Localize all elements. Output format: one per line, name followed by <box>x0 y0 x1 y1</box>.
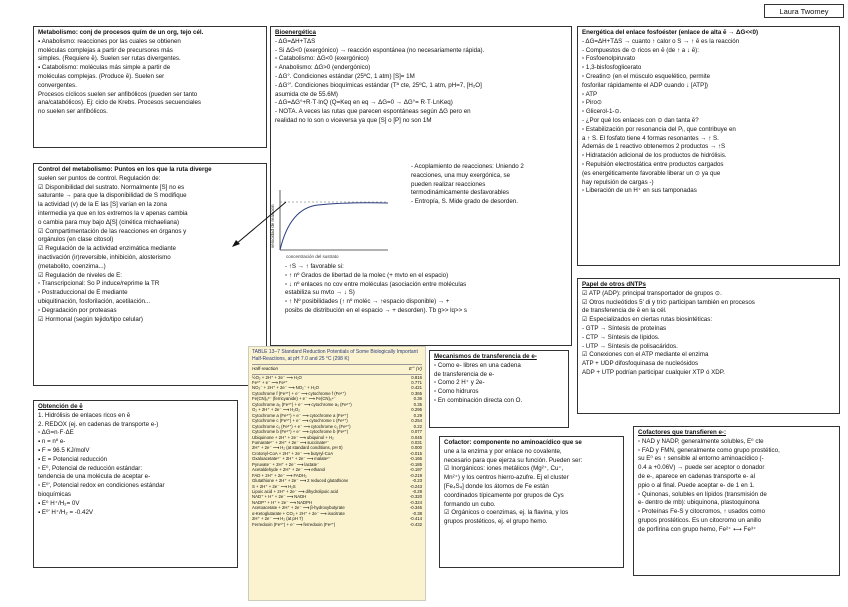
table-cell-reaction: NAD⁺ + H⁺ + 2e⁻ ⟶ NADH <box>252 494 307 500</box>
entropia-line: ▫ ↑ Nº posibilidades (↑ nº moléc → ↑espacio disponible) → + <box>285 298 450 306</box>
table-cell-potential: 0.35 <box>413 401 422 407</box>
side-line: termodinámicamente desfavorables <box>411 189 510 197</box>
reduction-potentials-table <box>248 346 426 601</box>
table-cell-reaction: Cytochrome b (Fe³⁺) + e⁻ ⟶ cytochrome b (Fe²⁺) <box>252 429 349 435</box>
table-cell-potential: -0.219 <box>409 472 422 478</box>
control-line: ☑ Hormonal (según tejido/tipo celular) <box>38 315 143 323</box>
papel-line: ADP + UTP podrían participar cualquier XTP ó XDP. <box>582 368 725 376</box>
control-line: ☑ Regulación de la actividad enzimática mediante <box>38 245 176 253</box>
metabolismo-line: convergentes. <box>38 81 77 89</box>
papel-line: - GTP → Síntesis de proteínas <box>582 324 667 332</box>
control-line: suelen ser puntos de control. Regulación de: <box>38 174 161 182</box>
cofactores-line: ▫ Proteínas Fe-S y citocromos, ↑ usados como <box>638 508 766 516</box>
bioenergetica-line: - ΔG=ΔH+TΔS <box>275 37 316 45</box>
energetica-line: ▫ Piro⊙ <box>582 99 603 107</box>
cofactores-box <box>633 426 840 576</box>
table-cell-potential: -0.166 <box>409 456 422 462</box>
table-cell-potential: 0.816 <box>411 374 422 380</box>
table-cell-reaction: α-Ketoglutarate + CO₂ + 2H⁺ + 2e⁻ ⟶ isocitrate <box>252 510 345 516</box>
table-cell-reaction: Pyruvate⁻ + 2H⁺ + 2e⁻ ⟶ lactate⁻ <box>252 461 320 467</box>
energetica-line: ▫ Creatin⊙ (en el músculo esquelético, permite <box>582 72 711 80</box>
energetica-line: - Compuestos de ⊙ ricos en ē (de ↑ a ↓ ē): <box>582 46 699 54</box>
bioenergetica-line: - ΔG°. Condiciones estándar (25ºC, 1 atm) [S]= 1M <box>275 72 415 80</box>
bioenergetica-line: - Si ΔG<0 (exergónico) → reacción espontánea (no necesariamente rápida). <box>275 46 485 54</box>
table-cell-reaction: Fumarate²⁻ + 2H⁺ + 2e⁻ ⟶ succinate²⁻ <box>252 439 330 445</box>
cofactor-line: [Fe₄S₄] donde los átomos de Fe están <box>444 482 549 490</box>
cofactores-line: grupos prostéticos. Es un citocromo un anillo <box>638 516 762 524</box>
energetica-line: fosforilar rápidamente el ADP cuando ↓ [ATP]) <box>582 81 708 89</box>
energetica-line: ▫ Estabilización por resonancia del Pᵢ, que contribuye en <box>582 125 736 133</box>
cofactor-line: coordinados típicamente por grupos de Cys <box>444 491 564 499</box>
obtencion-line: bioquímicas <box>38 490 72 498</box>
mecanismos-line: ▫ Como hidruros <box>434 388 479 396</box>
acoplamiento-notes <box>411 163 571 207</box>
table-cell-potential: -0.320 <box>409 494 422 500</box>
table-cell-reaction: FAD + 2H⁺ + 2e⁻ ⟶ FADH₂ <box>252 472 307 478</box>
metabolismo-line: Procesos cíclicos suelen ser anfibólicos (pueden ser tanto <box>38 90 198 98</box>
bioenergetica-line: - ΔG°'. Condiciones bioquímicas estándar (Tª cte, 25ºC, 1 atm, pH=7, [H₂O] <box>275 81 482 89</box>
cofactor-line: ☑ Inorgánicos: iones metálicos (Mg²⁺, Cu⁺, <box>444 465 564 473</box>
obtencion-line: ▪ n = nº e- <box>38 438 66 446</box>
obtencion-line: 1. Hidrólisis de enlaces ricos en ē <box>38 411 131 419</box>
cofactores-line: e- dentro de mb): ubiquinona, plastoquinona <box>638 499 760 507</box>
energetica-line: ▫ Hidratación adicional de los productos de hidrólisis. <box>582 152 727 160</box>
entropia-line: estabiliza su mvto → ↓ S) <box>285 289 355 297</box>
obtencion-line: tendencia de una molécula de aceptar e- <box>38 473 151 481</box>
energetica-line: Además de 1 reactivo obtenemos 2 productos → ↑S <box>582 143 726 151</box>
control-line: orgánulos (en clase citosol) <box>38 236 114 244</box>
metabolismo-line: ana/catabólicos). Ej: ciclo de Krebs. Procesos secuenciales <box>38 99 202 107</box>
metabolismo-line: no suelen ser anfibólicos. <box>38 108 108 116</box>
table-cell-reaction: Cytochrome a₃ (Fe³⁺) + e⁻ ⟶ cytochrome a₃ (Fe²⁺) <box>252 401 352 407</box>
papel-line: ☑ ATP (ADP): principal transportador de grupos ⊙. <box>582 289 722 297</box>
control-line: ▫ Postraduccional de E mediante <box>38 289 128 297</box>
table-cell-reaction: Ferredoxin (Fe³⁺) + e⁻ ⟶ ferredoxin (Fe²⁺) <box>252 521 336 527</box>
table-caption: TABLE 13–7 Standard Reduction Potentials of Some Biologically Important Half-Reactions, at pH 7.0 and 25 °C (298 K) <box>252 349 418 362</box>
control-line: ☑ Compartimentación de las reacciones en órganos y <box>38 227 187 235</box>
energetica-line: a ↑ S. El fosfato tiene 4 formas resonantes → ↑ S. <box>582 134 719 142</box>
bioenergetica-line: ▫ Catabolismo: ΔG<0 (exergónico) <box>275 55 369 63</box>
energetica-line: - ¿Por qué los enlaces con ⊙ dan tanta ē? <box>582 116 699 124</box>
mecanismos-line: ▫ Como 2 H⁺ y 2e- <box>434 379 485 387</box>
control-line: ▫ Degradación por proteasas <box>38 306 117 314</box>
table-cell-potential: -0.23 <box>412 478 422 484</box>
table-cell-reaction: NADP⁺ + H⁺ + 2e⁻ ⟶ NADPH <box>252 499 313 505</box>
table-cell-potential: -0.29 <box>412 489 422 495</box>
papel-line: - UTP → Síntesis de polisacáridos. <box>582 342 678 350</box>
bioenergetica-box <box>270 26 572 346</box>
table-cell-reaction: S + 2H⁺ + 2e⁻ ⟶ H₂S <box>252 483 296 489</box>
obtencion-line: ▪ E⁰ H⁺/H₂= 0V <box>38 499 80 507</box>
table-cell-potential: 0.365 <box>411 390 422 396</box>
table-body <box>249 375 425 528</box>
energetica-line: ▫ 1,3-bisfosfoglicerato <box>582 64 642 72</box>
mecanismos-line: ▫ En combinación directa con O. <box>434 396 523 404</box>
control-line: (metabolito, coenzima...) <box>38 262 106 270</box>
control-line: inactivación (ir)reversible, inhibición, alosterismo <box>38 253 171 261</box>
author-name: Laura Twomey <box>764 4 844 18</box>
control-box <box>33 163 267 386</box>
energetica-line: ▫ Liberación de un H⁺ en sus tamponadas <box>582 187 697 195</box>
table-cell-potential: 0.254 <box>411 418 422 424</box>
bioenergetica-line: - ΔG=ΔG°+R·T·lnQ (Q=Keq en eq → ΔG=0 → ΔG°= R·T·LnKeq) <box>275 99 453 107</box>
table-cell-potential: -0.346 <box>409 505 422 511</box>
cofactores-line: ▫ FAD y FMN, generalmente como grupo prostético, <box>638 446 780 454</box>
energetica-line: ▫ Fosfoenolpiruvato <box>582 55 636 63</box>
cofactor-line: grupos prostéticos, ej. el grupo hemo. <box>444 518 548 526</box>
cofactores-line: de porfirina con grupo hemo, Fe²⁺ ⟷ Fe³⁺ <box>638 525 757 533</box>
control-line: ☑ Disponibilidad del sustrato. Normalmente [S] no es <box>38 183 185 191</box>
obtencion-line: 2. REDOX (ej. en cadenas de transporte e-) <box>38 420 159 428</box>
metabolismo-line: ▪ Anabolismo: reacciones por las cuales se obtienen <box>38 37 181 45</box>
entropia-line: posibs de distribución en el espacio → + desorden). Tb g>> lq>> s <box>285 306 468 314</box>
cofactor-line: ☑ Orgánicos o coenzimas, ej. la flavina, y los <box>444 509 569 517</box>
table-cell-reaction: Cytochrome f (Fe³⁺) + e⁻ ⟶ cytochrome f (Fe²⁺) <box>252 390 346 396</box>
table-header-reaction: Half-reaction <box>252 366 279 371</box>
control-line: ubiquitinación, fosforilación, acetilación... <box>38 297 151 305</box>
entropia-line: - ↑S → ↑ favorable si: <box>285 263 344 270</box>
papel-line: ☑ Especializados en ciertas rutas biosintéticas: <box>582 316 713 324</box>
table-cell-potential: 0.295 <box>411 407 422 413</box>
x-axis-label: concentración del sustrato <box>286 254 339 259</box>
bioenergetica-line: asumida cte de 55.6M) <box>275 90 338 98</box>
table-cell-potential: 0.421 <box>411 385 422 391</box>
cofactores-line: ppio o al final. Puede aceptar e- de 1 en 1. <box>638 481 755 489</box>
table-row <box>252 522 422 527</box>
table-cell-reaction: Cytochrome a (Fe³⁺) + e⁻ ⟶ cytochrome a (Fe²⁺) <box>252 412 349 418</box>
cofactores-line: 0.4 a +0.06V) → puede ser aceptor o donador <box>638 464 765 472</box>
metabolismo-line: ▪ Catabolismo: moléculas más simple a partir de <box>38 64 171 72</box>
papel-dntps-box <box>577 278 840 414</box>
table-cell-potential: -0.015 <box>409 450 422 456</box>
obtencion-line: ▫ ΔG=n·F·ΔE <box>38 429 74 437</box>
obtencion-title: Obtención de ē <box>38 403 83 410</box>
table-cell-reaction: ½O₂ + 2H⁺ + 2e⁻ ⟶ H₂O <box>252 374 302 380</box>
cofactores-line: su E⁰ es ↑ sensible al entorno aminoacídico (- <box>638 455 764 463</box>
bioenergetica-line: realidad no lo son o viceversa ya que [S] o [P] no son 1M <box>275 116 432 124</box>
table-cell-potential: 0.000 <box>411 445 422 451</box>
table-cell-potential: -0.38 <box>412 510 422 516</box>
entropia-notes <box>285 263 569 316</box>
cofactores-line: de e-, aparece en cadenas transporte e- al <box>638 472 755 480</box>
metabolismo-line: moléculas complejas. (Produce ē). Suelen ser <box>38 72 165 80</box>
papel-title: Papel de otros dNTPs <box>582 281 646 288</box>
table-cell-potential: 0.29 <box>413 412 422 418</box>
cofactor-box <box>439 436 624 568</box>
table-cell-potential: 0.22 <box>413 423 422 429</box>
control-line: o cambia para muy bajo Δ[S] (cinética michaeliana) <box>38 218 180 226</box>
y-axis-label: velocidad de reacción <box>270 204 275 248</box>
table-cell-reaction: Crotonyl-CoA + 2H⁺ + 2e⁻ ⟶ butyryl-CoA <box>252 450 334 456</box>
cofactor-line: necesario para que ejerza su función. Pueden ser: <box>444 456 583 464</box>
metabolismo-line: simples. (Requiere ē). Suelen ser rutas divergentes. <box>38 55 181 63</box>
obtencion-line: ▪ E⁰' H⁺/H₂ = -0.42V <box>38 508 94 516</box>
table-cell-potential: -0.185 <box>409 461 422 467</box>
energetica-line: (es energéticamente favorable liberar un ⊙ ya que <box>582 169 721 177</box>
table-cell-reaction: 2H⁺ + 2e⁻ ⟶ H₂ (at standard conditions, pH 0) <box>252 445 343 451</box>
mecanismos-line: ▫ Como e- libres en una cadena <box>434 361 521 369</box>
table-cell-potential: -0.432 <box>409 521 422 527</box>
table-cell-reaction: O₂ + 2H⁺ + 2e⁻ ⟶ H₂O₂ <box>252 407 300 413</box>
papel-line: ATP + UDP difosfoquinasa de nucleósidos <box>582 360 699 368</box>
papel-line: de transferencia de ē en la cél. <box>582 307 667 315</box>
control-line: la actividad (v) de la E las [S] varían en la zona <box>38 201 167 209</box>
control-line: intermedia ya que en los extremos la v apenas cambia <box>38 209 188 217</box>
mecanismos-line: de transferencia de e- <box>434 370 495 378</box>
obtencion-line: ▪ F = 96.5 KJ/molV <box>38 446 90 454</box>
bioenergetica-line: - NOTA. A veces las rutas que parecen espontáneas según ΔG pero en <box>275 108 471 116</box>
table-cell-potential: -0.414 <box>409 516 422 522</box>
table-cell-potential: -0.197 <box>409 467 422 473</box>
energetica-title: Energética del enlace fosfoéster (enlace de alta ē → ΔG<<0) <box>582 29 759 36</box>
table-header <box>252 364 422 375</box>
control-line: saturante → para que la disponibilidad de S modifique <box>38 192 187 200</box>
side-line: pueden realizar reacciones <box>411 180 486 188</box>
papel-line: ☑ Otros nucleótidos 5' di y tri⊙ participan también en procesos <box>582 298 755 306</box>
side-line: - Acoplamiento de reacciones: Uniendo 2 <box>411 163 524 170</box>
table-cell-potential: 0.771 <box>411 379 422 385</box>
table-cell-reaction: Acetoacetate + 2H⁺ + 2e⁻ ⟶ β-hydroxybutyrate <box>252 505 345 511</box>
control-title: Control del metabolismo: Puntos en los que la ruta diverge <box>38 166 212 173</box>
control-line: ☑ Regulación de niveles de E: <box>38 271 122 279</box>
cofactores-line: ▫ Quinonas, solubles en lípidos (transmisión de <box>638 490 767 498</box>
energetica-line: hay repulsión de cargas -) <box>582 178 654 186</box>
cofactor-line: Mn²⁺) y los centros hierro-azufre. Ej el cluster <box>444 474 569 482</box>
table-cell-potential: -0.324 <box>409 499 422 505</box>
michaelis-curve-figure <box>268 188 406 260</box>
mecanismos-title: Mecanismos de transferencia de e- <box>434 353 537 360</box>
table-cell-potential: -0.243 <box>409 483 422 489</box>
energetica-line: ▫ Glicerol-1-⊙. <box>582 108 622 116</box>
arrow-icon <box>228 200 288 250</box>
control-line: ▫ Transcripcional: So P induce/reprime la TR <box>38 280 160 288</box>
obtencion-line: ▪ E = Potencial reducción <box>38 455 108 463</box>
cofactor-line: une a la enzima y por enlace no covalente, <box>444 447 562 455</box>
obtencion-line: ▫ E⁰, Potencial de reducción estándar: <box>38 464 143 472</box>
table-cell-potential: 0.077 <box>411 429 422 435</box>
entropia-line: ▫ ↓ nº enlaces no cov entre moléculas (asociación entre moléculas <box>285 280 467 288</box>
table-cell-potential: 0.031 <box>411 439 422 445</box>
table-cell-reaction: Fe(CN)₆³⁻ (ferricyanide) + e⁻ ⟶ Fe(CN)₆⁴⁻ <box>252 396 336 402</box>
entropia-line: ▫ ↑ nº Grados de libertad de la molec (+ mvto en el espacio) <box>285 271 449 279</box>
table-cell-reaction: Lipoic acid + 2H⁺ + 2e⁻ ⟶ dihydrolipoic acid <box>252 489 339 495</box>
cofactores-title: Cofactores que transfieren e-: <box>638 429 727 436</box>
table-cell-potential: 0.36 <box>413 396 422 402</box>
table-cell-reaction: Glutathione + 2H⁺ + 2e⁻ ⟶ 2 reduced glutathione <box>252 478 349 484</box>
table-cell-reaction: Cytochrome c₁ (Fe³⁺) + e⁻ ⟶ cytochrome c₁ (Fe²⁺) <box>252 423 351 429</box>
papel-line: - CTP → Síntesis de lípidos. <box>582 333 660 341</box>
bioenergetica-line: ▫ Anabolismo: ΔG>0 (endergónico) <box>275 64 371 72</box>
side-line: reacciones, una muy exergónica, se <box>411 171 511 179</box>
metabolismo-title: Metabolismo: conj de procesos quím de un org, tejo cél. <box>38 29 204 36</box>
table-cell-reaction: Fe³⁺ + e⁻ ⟶ Fe²⁺ <box>252 379 288 385</box>
table-header-potential: E′° (V) <box>408 366 422 371</box>
metabolismo-line: moléculas complejas a partir de precursores más <box>38 46 173 54</box>
mecanismos-box <box>429 350 569 428</box>
table-cell-reaction: NO₃⁻ + 2H⁺ + 2e⁻ ⟶ NO₂⁻ + H₂O <box>252 385 320 391</box>
papel-line: ☑ Conexiones con el ATP mediante el enzima <box>582 351 709 359</box>
table-cell-reaction: Cytochrome c (Fe³⁺) + e⁻ ⟶ cytochrome c (Fe²⁺) <box>252 418 348 424</box>
cofactor-line: formando un cubo. <box>444 500 496 508</box>
table-cell-reaction: Oxaloacetate²⁻ + 2H⁺ + 2e⁻ ⟶ malate²⁻ <box>252 456 331 462</box>
energetica-line: - ΔG=ΔH+TΔS → cuanto ↑ calor o S → ↑ ē es la reacción <box>582 37 740 45</box>
obtencion-line: ▫ E⁰', Potencial redox en condiciones estándar <box>38 482 165 490</box>
energetica-line: ▫ ATP <box>582 90 598 98</box>
table-cell-potential: 0.045 <box>411 434 422 440</box>
metabolismo-box <box>33 26 267 148</box>
energetica-box <box>577 26 840 266</box>
energetica-line: ▫ Repulsión electrostática entre productos cargados <box>582 160 724 168</box>
side-line: - Entropía, S. Mide grado de desorden. <box>411 198 518 206</box>
table-cell-reaction: Ubiquinone + 2H⁺ + 2e⁻ ⟶ ubiquinol + H₂ <box>252 434 334 440</box>
saturation-curve <box>280 203 388 250</box>
table-cell-reaction: 2H⁺ + 2e⁻ ⟶ H₂ (at pH 7) <box>252 516 303 522</box>
cofactores-line: ▫ NAD y NADP, generalmente solubles, E⁰ cte <box>638 437 764 445</box>
obtencion-box <box>33 400 238 568</box>
bioenergetica-title: Bioenergética <box>275 29 316 36</box>
cofactor-title: Cofactor: componente no aminoacídico que se <box>444 439 582 446</box>
table-cell-reaction: Acetaldehyde + 2H⁺ + 2e⁻ ⟶ ethanol <box>252 467 326 473</box>
